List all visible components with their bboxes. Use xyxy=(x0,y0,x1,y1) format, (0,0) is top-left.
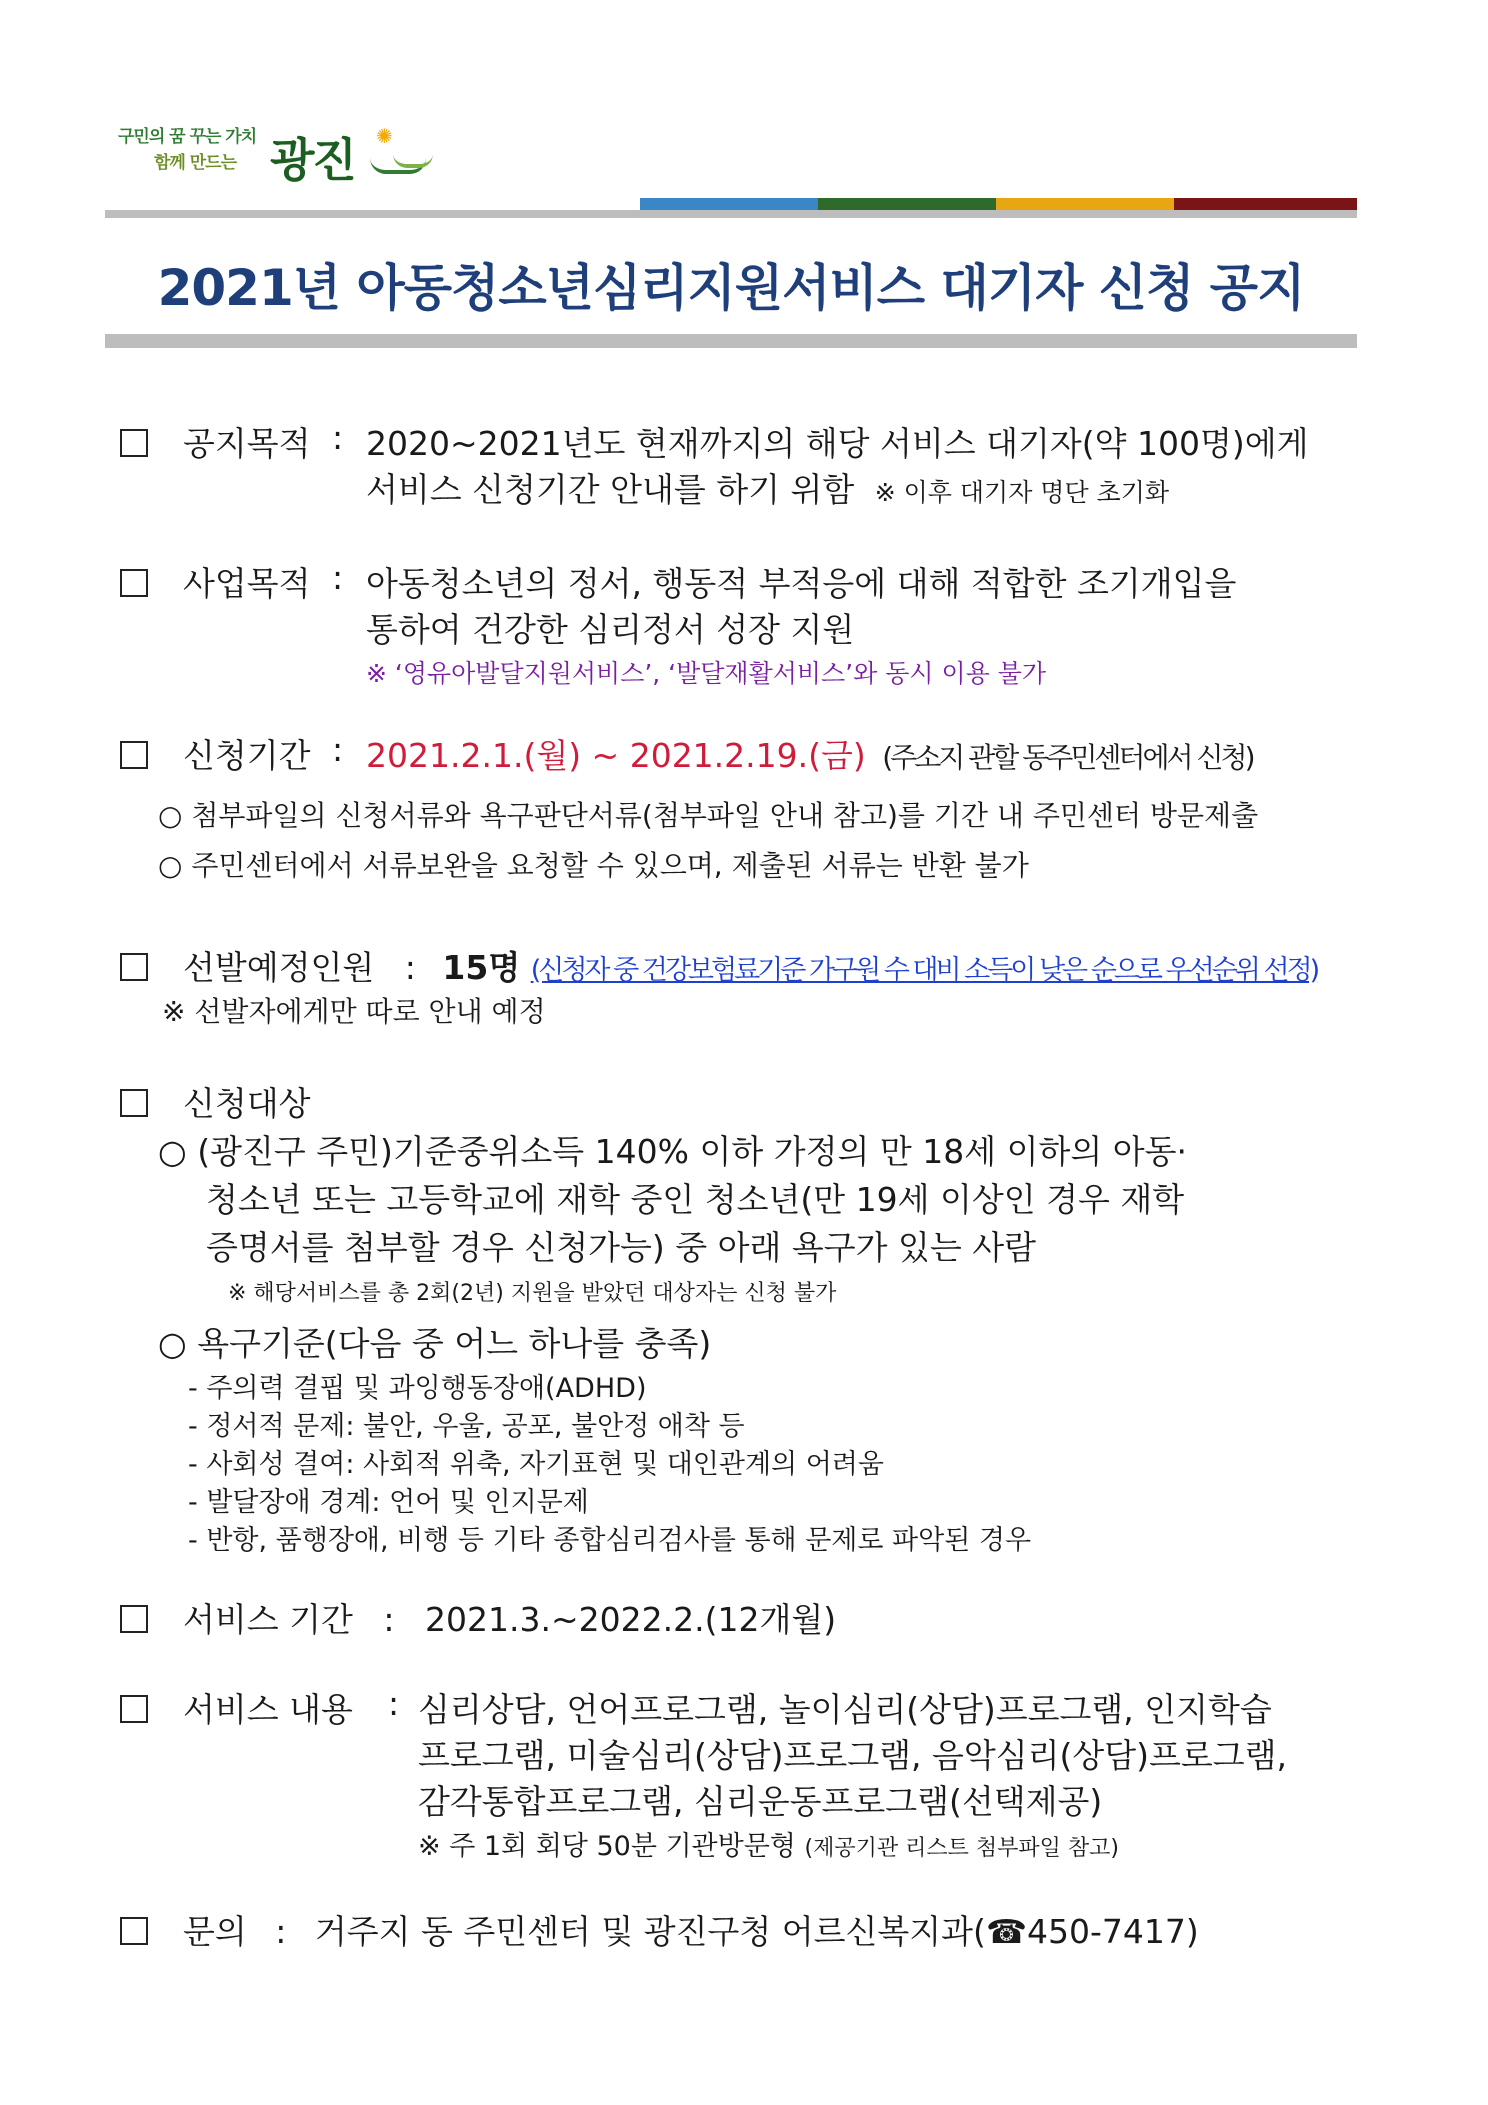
service-period-sep: : xyxy=(383,1600,395,1639)
period-label: 신청기간 xyxy=(183,736,311,775)
purpose-sep: : xyxy=(332,418,344,457)
purpose-note: ※ 이후 대기자 명단 초기화 xyxy=(874,478,1170,507)
target-line-1: ○ (광진구 주민)기준중위소득 140% 이하 가정의 만 18세 이하의 아동· xyxy=(158,1132,1187,1171)
checkbox-square-icon xyxy=(120,1917,148,1945)
business-text-line1: 아동청소년의 정서, 행동적 부적응에 대해 적합한 조기개입을 xyxy=(366,564,1237,603)
inquiry-label: 문의 xyxy=(183,1912,247,1951)
selection-count: 15명 xyxy=(442,948,521,987)
target-note: ※ 해당서비스를 총 2회(2년) 지원을 받았던 대상자는 신청 불가 xyxy=(228,1281,837,1306)
purpose-text-line2-row xyxy=(366,464,1169,511)
logo-name: 광진 xyxy=(270,133,355,187)
header-strip-green xyxy=(818,198,996,210)
period-bullet-1: ○ 첨부파일의 신청서류와 욕구판단서류(첨부파일 안내 참고)를 기간 내 주민센터 방문제출 xyxy=(158,799,1259,832)
wave-icon-secondary xyxy=(393,154,433,168)
selection-criteria: (신청자 중 건강보험료기준 가구원 수 대비 소득이 낮은 순으로 우선순위 선정) xyxy=(530,955,1318,986)
service-content-line3: 감각통합프로그램, 심리운동프로그램(선택제공) xyxy=(418,1782,1103,1821)
service-period-label: 서비스 기간 xyxy=(183,1600,353,1639)
inquiry-row xyxy=(120,1906,1199,1953)
purpose-label: 공지목적 xyxy=(183,424,311,463)
period-where: (주소지 관할 동주민센터에서 신청) xyxy=(882,741,1253,774)
service-content-note-row xyxy=(418,1824,1119,1863)
service-period-row xyxy=(120,1594,836,1641)
sun-icon: ✺ xyxy=(376,124,393,148)
service-period-value: 2021.3.~2022.2.(12개월) xyxy=(425,1600,837,1639)
checkbox-square-icon xyxy=(120,741,148,769)
header-rule-top xyxy=(105,210,1357,218)
checkbox-square-icon xyxy=(120,1605,148,1633)
page-title: 2021년 아동청소년심리지원서비스 대기자 신청 공지 xyxy=(157,259,1305,317)
needs-item: - 주의력 결핍 및 과잉행동장애(ADHD) xyxy=(188,1373,647,1404)
target-label: 신청대상 xyxy=(183,1084,311,1123)
service-content-label: 서비스 내용 xyxy=(183,1690,353,1729)
service-content-note-sub: (제공기관 리스트 첨부파일 참고) xyxy=(804,1836,1119,1861)
service-content-sep: : xyxy=(388,1684,400,1723)
checkbox-square-icon xyxy=(120,569,148,597)
purpose-row xyxy=(120,418,311,465)
service-content-line1: 심리상담, 언어프로그램, 놀이심리(상담)프로그램, 인지학습 xyxy=(418,1690,1272,1729)
selection-note: ※ 선발자에게만 따로 안내 예정 xyxy=(162,995,546,1028)
service-content-line2: 프로그램, 미술심리(상담)프로그램, 음악심리(상담)프로그램, xyxy=(418,1736,1288,1775)
selection-row xyxy=(120,942,1317,989)
header-rule-bottom xyxy=(105,334,1357,348)
period-row xyxy=(120,730,311,777)
needs-item: - 정서적 문제: 불안, 우울, 공포, 불안정 애착 등 xyxy=(188,1411,745,1442)
business-sep: : xyxy=(332,558,344,597)
target-line-3: 증명서를 첨부할 경우 신청가능) 중 아래 욕구가 있는 사람 xyxy=(206,1228,1036,1267)
inquiry-value: 거주지 동 주민센터 및 광진구청 어르신복지과(☎450-7417) xyxy=(314,1912,1199,1951)
checkbox-square-icon xyxy=(120,1695,148,1723)
purpose-text-line2: 서비스 신청기간 안내를 하기 위함 xyxy=(366,470,855,509)
selection-label: 선발예정인원 xyxy=(183,948,375,987)
business-note: ※ ‘영유아발달지원서비스’, ‘발달재활서비스’와 동시 이용 불가 xyxy=(366,659,1047,688)
district-logo xyxy=(118,118,438,188)
business-text-line2: 통하여 건강한 심리정서 성장 지원 xyxy=(366,610,855,649)
target-line-2: 청소년 또는 고등학교에 재학 중인 청소년(만 19세 이상인 경우 재학 xyxy=(206,1180,1185,1219)
checkbox-square-icon xyxy=(120,429,148,457)
service-content-row xyxy=(120,1684,353,1731)
purpose-text-line1: 2020~2021년도 현재까지의 해당 서비스 대기자(약 100명)에게 xyxy=(366,424,1309,463)
needs-item: - 사회성 결여: 사회적 위축, 자기표현 및 대인관계의 어려움 xyxy=(188,1449,884,1480)
period-bullet-2: ○ 주민센터에서 서류보완을 요청할 수 있으며, 제출된 서류는 반환 불가 xyxy=(158,849,1029,882)
needs-item: - 반항, 품행장애, 비행 등 기타 종합심리검사를 통해 문제로 파악된 경우 xyxy=(188,1525,1032,1556)
business-label: 사업목적 xyxy=(183,564,311,603)
target-row xyxy=(120,1078,311,1125)
period-dates: 2021.2.1.(월) ~ 2021.2.19.(금) xyxy=(366,736,866,775)
period-dates-row xyxy=(366,730,1253,777)
header-strip-yellow xyxy=(996,198,1174,210)
checkbox-square-icon xyxy=(120,1089,148,1117)
needs-title: ○ 욕구기준(다음 중 어느 하나를 충족) xyxy=(158,1324,712,1363)
selection-sep: : xyxy=(404,948,416,987)
service-content-note: ※ 주 1회 회당 50분 기관방문형 xyxy=(418,1831,796,1862)
logo-slogan-line2: 함께 만드는 xyxy=(154,153,237,173)
logo-slogan-line1: 구민의 꿈 꾸는 가치 xyxy=(118,127,257,147)
needs-item: - 발달장애 경계: 언어 및 인지문제 xyxy=(188,1487,589,1518)
period-sep: : xyxy=(332,730,344,769)
business-row xyxy=(120,558,311,605)
inquiry-sep: : xyxy=(275,1912,287,1951)
header-strip-maroon xyxy=(1174,198,1357,210)
header-strip-blue xyxy=(640,198,818,210)
checkbox-square-icon xyxy=(120,953,148,981)
